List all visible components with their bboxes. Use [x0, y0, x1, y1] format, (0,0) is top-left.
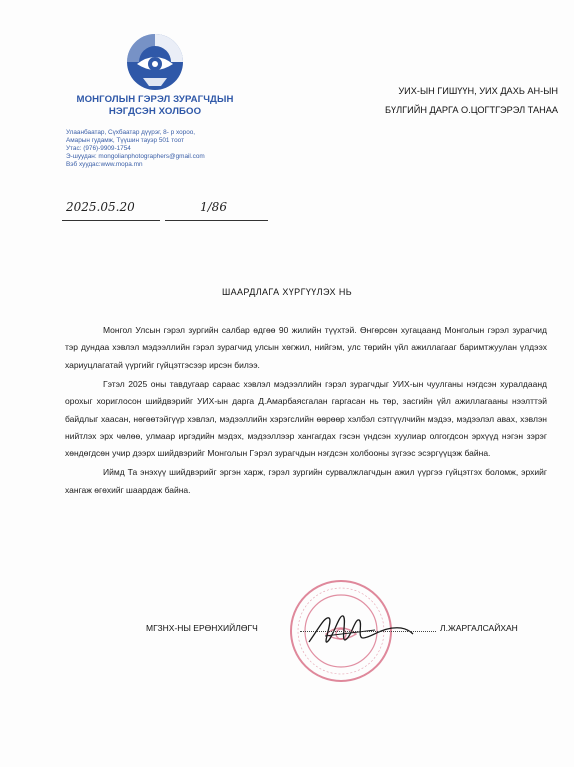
signature-dotted-line [300, 631, 436, 632]
date-line [62, 220, 160, 221]
contact-block [66, 129, 266, 169]
signatory-role: МГЗНХ-НЫ ЕРӨНХИЙЛӨГЧ [146, 623, 258, 633]
email: Э-шуудан: mongolianphotographers@gmail.com [66, 153, 205, 160]
website: Вэб хуудас:www.mopa.mn [66, 161, 143, 168]
address-line2: Амарын гудамж, Түүшин тауэр 501 тоот [66, 137, 185, 144]
handwritten-date: 2025.05.20 [66, 200, 135, 214]
signatory-name: Л.ЖАРГАЛСАЙХАН [440, 623, 518, 633]
paragraph-2: Гэтэл 2025 оны тавдугаар сараас хэвлэл мэдээллийн гэрэл зурагчдыг УИХ-ын чуулганы нэгдсэн хуралдаанд орохыг хориглосон шийдвэрийг УИХ-ын дарга Д.Амарбаясгалан гаргасан нь төр, засгийн үйл ажиллагааны нээлттэй байдлыг хаасан, нөгөөтэйгүүр хэвлэл, мэдээллийн хэрэгслийн өөрөөр хэлбэл сэтгүүлчийн мэдээ, мэдээлэл авах, хэвлэн нийтлэх эрх чөлөө, улмаар иргэдийн мэдэх, мэдээллээр хангагдах гэсэн үндсэн хуулиар олгогдсон эрхүүд нэгэн зэрэг хөндөгдсөн учир дээрх шийдвэрийг Монголын Гэрэл зурагчдын нэгдсэн холбооны зүгээс эсэргүүцэж байна. [65, 378, 547, 459]
phone: Утас: (976)-9909-1754 [66, 145, 131, 152]
addressee-block [328, 82, 558, 120]
paragraph-3: Иймд Та энэхүү шийдвэрийг эргэн харж, гэрэл зургийн сурвалжлагчдын ажил үүргээ гүйцэтгэх боломж, эрхийг хангаж өгөхийг шаардаж байна. [65, 467, 547, 495]
paragraph-1: Монгол Улсын гэрэл зургийн салбар өдгөө 90 жилийн түүхтэй. Өнгөрсөн хугацаанд Монголын гэрэл зурагчид тэр дундаа хэвлэл мэдээллийн гэрэл зурагчид улсын хөгжил, нийгэм, улс төрийн үйл ажиллагааг баримтжуулан үлдээх хариуцлагатай үүргийг гүйцэтгэсээр ирсэн билээ. [65, 325, 547, 370]
camera-eye-logo-icon [125, 32, 185, 92]
document-title: ШААРДЛАГА ХҮРГҮҮЛЭХ НЬ [221, 287, 353, 297]
org-name-line1: МОНГОЛЫН ГЭРЭЛ ЗУРАГЧДЫН [76, 94, 234, 105]
org-name-line2: НЭГДСЭН ХОЛБОО [108, 106, 202, 117]
address-line1: Улаанбаатар, Сүхбаатар дүүрэг, 8- р хороо, [66, 129, 196, 136]
organization-name [60, 94, 250, 118]
addressee-line1: УИХ-ЫН ГИШҮҮН, УИХ ДАХЬ АН-ЫН [398, 86, 558, 96]
signature-icon [305, 608, 415, 652]
number-line [165, 220, 268, 221]
handwritten-number: 1/86 [200, 200, 227, 214]
addressee-line2: БҮЛГИЙН ДАРГА О.ЦОГТГЭРЭЛ ТАНАА [385, 105, 558, 115]
letter-body [65, 322, 547, 501]
